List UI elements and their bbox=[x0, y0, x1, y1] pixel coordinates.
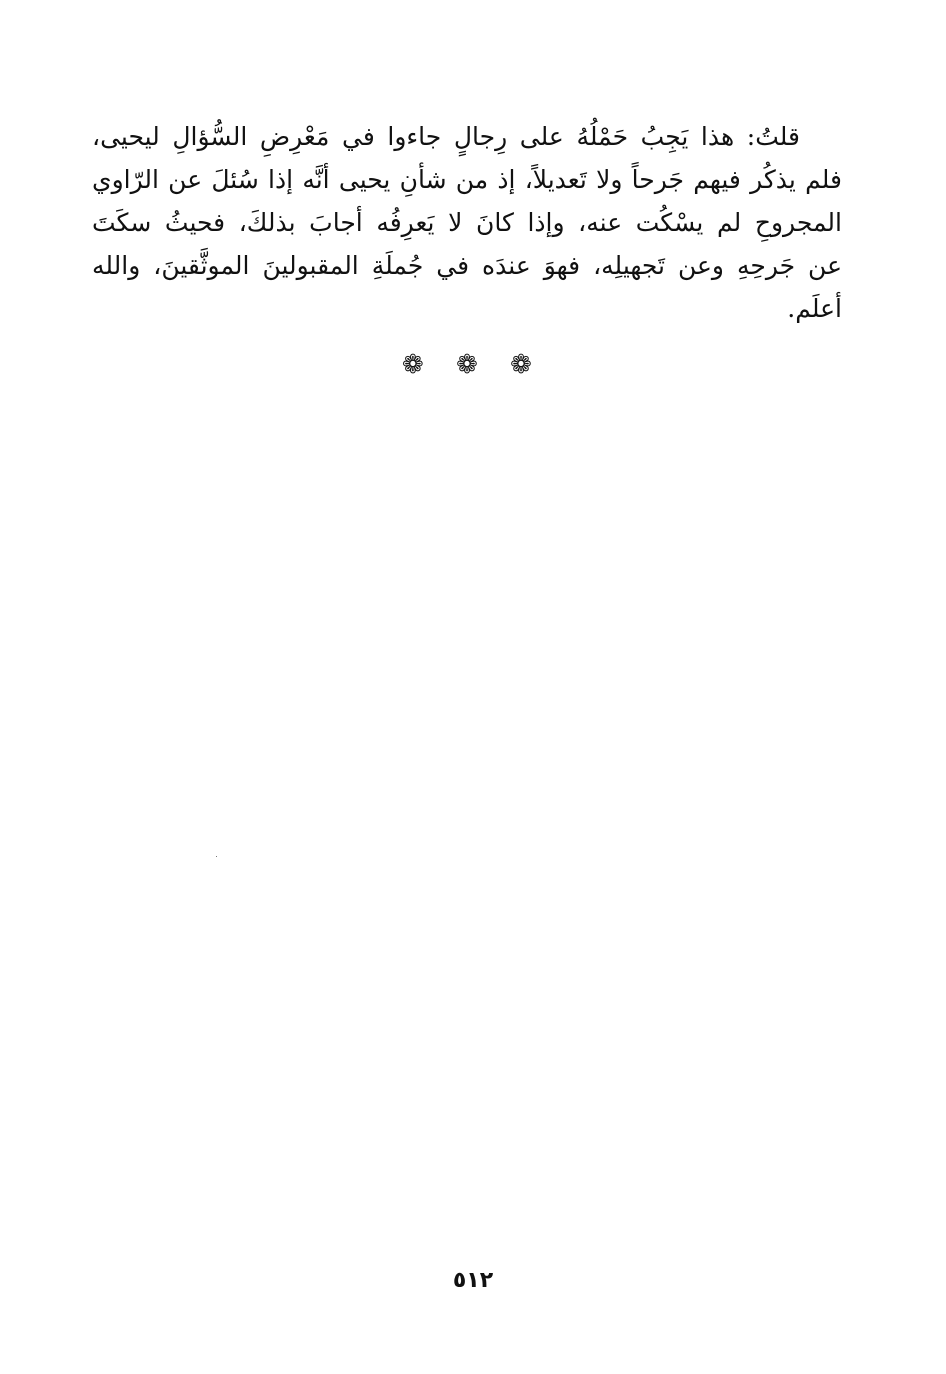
paragraph-line-4: عن جَرحِهِ وعن تَجهيلِه، فهوَ عندَه في جُملَةِ المقبولينَ الموثَّقينَ، والله bbox=[92, 251, 842, 280]
section-separator bbox=[0, 345, 946, 385]
scan-speck bbox=[216, 856, 217, 857]
paragraph-line-3: المجروحِ لم يسْكُت عنه، وإذا كانَ لا يَعرِفُه أجابَ بذلكَ، فحيثُ سكَتَ bbox=[92, 208, 842, 237]
paragraph-line-5: أعلَم. bbox=[787, 294, 842, 323]
main-paragraph bbox=[92, 115, 842, 330]
flower-ornament-icon: ❁ bbox=[510, 350, 544, 380]
flower-ornament-icon: ❁ bbox=[402, 350, 436, 380]
page-number: ٥١٢ bbox=[452, 1268, 494, 1293]
paragraph-line-1: قلتُ: هذا يَجِبُ حَمْلُهُ على رِجالٍ جاءوا في مَعْرِضِ السُّؤالِ ليحيى، bbox=[92, 122, 800, 151]
paragraph-line-2: فلم يذكُر فيهم جَرحاً ولا تَعديلاً، إذ من شأنِ يحيى أنَّه إذا سُئلَ عن الرّاوي bbox=[92, 165, 842, 194]
flower-ornament-icon: ❁ bbox=[456, 350, 490, 380]
